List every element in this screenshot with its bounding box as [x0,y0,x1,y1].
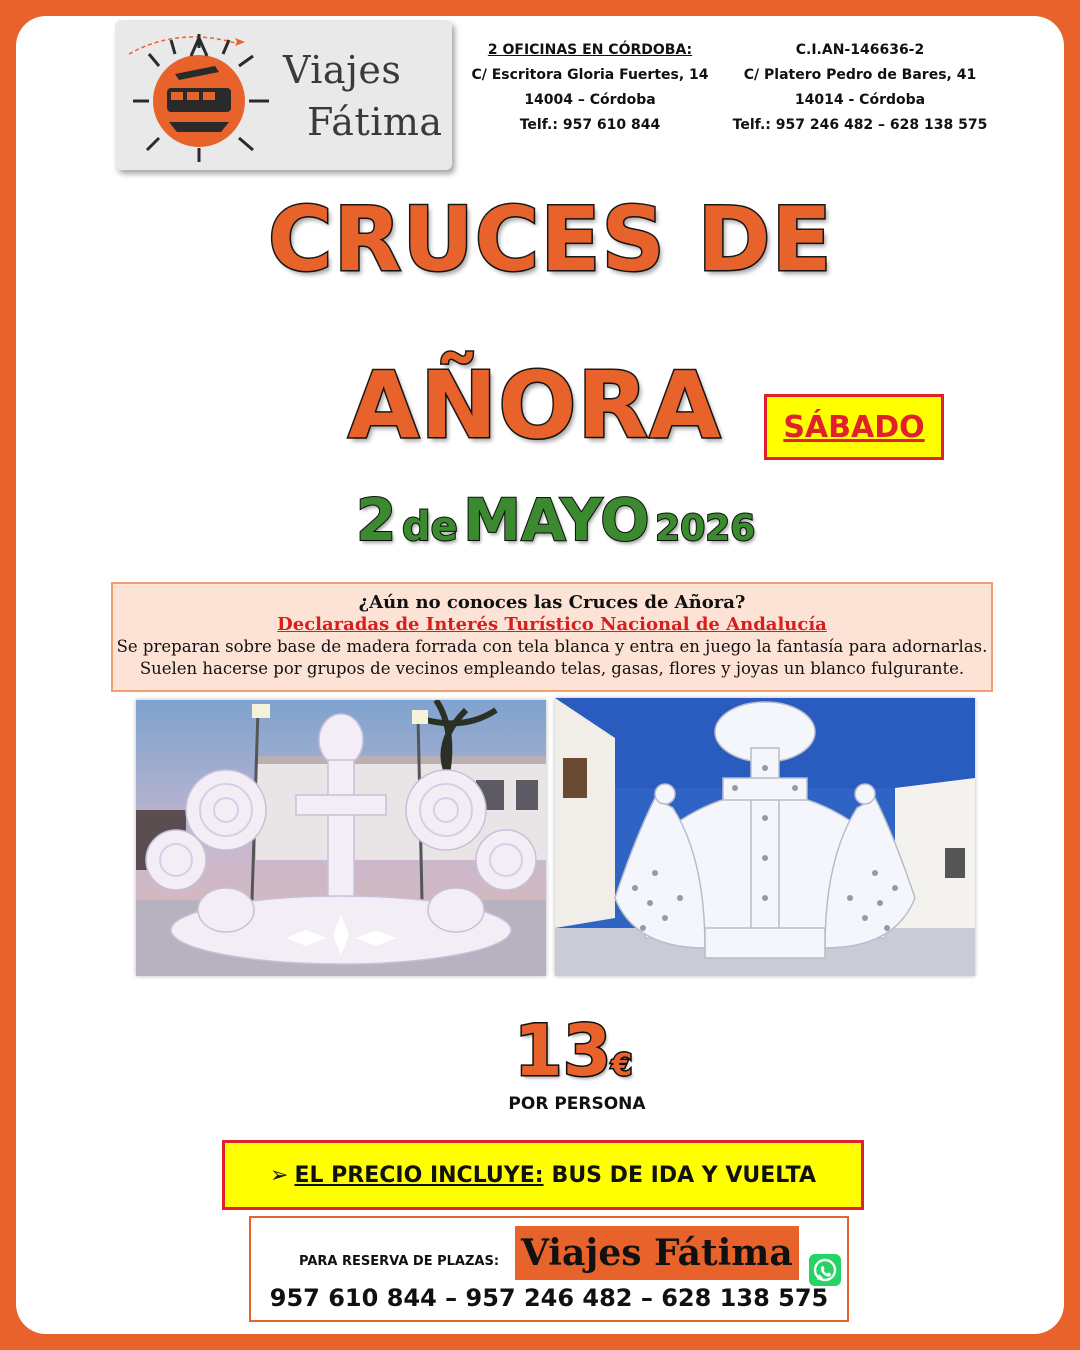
reservation-label: PARA RESERVA DE PLAZAS: [299,1254,500,1269]
date-day: 2 [356,486,397,554]
date-month: MAYO [463,486,650,554]
price [514,1010,632,1092]
date-of: de [401,504,458,550]
travel-globe-logo-icon [119,26,289,166]
office-1-city: 14004 – Córdoba [524,92,656,108]
day-badge-text: SÁBADO [783,409,925,445]
reservation-brand: Viajes Fátima [515,1226,799,1280]
price-amount: 13 [514,1010,612,1092]
reservation-box [249,1216,849,1322]
license-number: C.I.AN-146636-2 [795,42,925,58]
includes-label: EL PRECIO INCLUYE: [294,1162,544,1188]
cross-photo-day [555,698,975,976]
price-currency: € [611,1048,633,1083]
logo-word-fatima: Fátima [307,100,443,144]
office-2-info [730,38,990,138]
title-line-2: AÑORA [348,352,722,459]
office-2-city: 14014 - Córdoba [794,92,926,108]
office-1-info [470,38,710,138]
reservation-phones: 957 610 844 – 957 246 482 – 628 138 575 [269,1284,829,1312]
office-1-phone: Telf.: 957 610 844 [519,117,661,133]
office-1-address: C/ Escritora Gloria Fuertes, 14 [471,67,709,83]
brand-logo [115,20,452,170]
office-2-address: C/ Platero Pedro de Bares, 41 [743,67,977,83]
whatsapp-icon[interactable] [809,1254,841,1286]
info-question: ¿Aún no conoces las Cruces de Añora? [358,592,746,613]
price-includes-box [222,1140,864,1210]
event-date [356,486,755,554]
day-badge [764,394,944,460]
date-year: 2026 [655,508,756,549]
includes-value: BUS DE IDA Y VUELTA [551,1162,816,1188]
cross-photo-night [136,700,546,976]
info-declared: Declaradas de Interés Turístico Nacional de Andalucía [277,614,827,635]
price-per-person: POR PERSONA [508,1094,646,1114]
arrow-bullet-icon: ➢ [270,1162,289,1188]
office-2-phone: Telf.: 957 246 482 – 628 138 575 [732,117,988,133]
info-line-2: Suelen hacerse por grupos de vecinos empleando telas, gasas, flores y joyas un blanco fulgurante. [139,659,965,678]
offices-heading: 2 OFICINAS EN CÓRDOBA: [487,42,693,58]
info-box [111,582,993,692]
info-line-1: Se preparan sobre base de madera forrada con tela blanca y entra en juego la fantasía para adornarlas. [116,637,988,656]
title-line-1: CRUCES DE [268,188,833,291]
logo-word-viajes: Viajes [283,48,402,92]
